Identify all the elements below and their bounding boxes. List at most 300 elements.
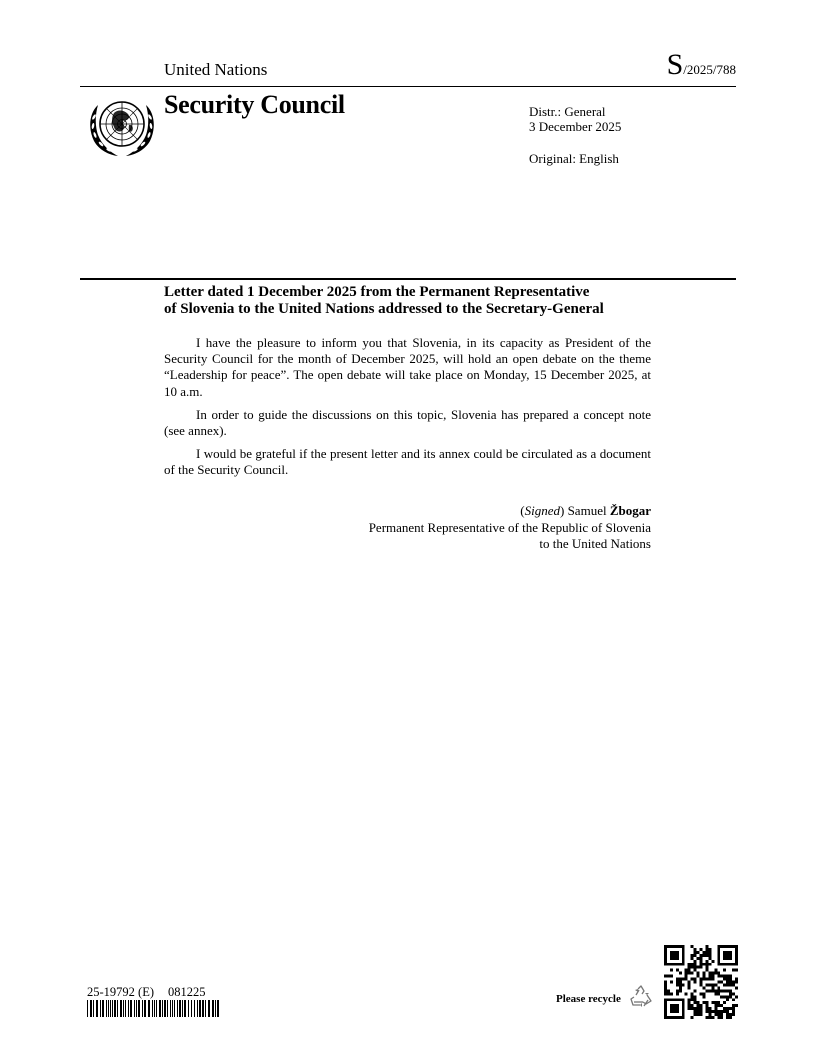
barcode-bar bbox=[199, 1000, 201, 1017]
qr-module bbox=[717, 1001, 720, 1004]
qr-module bbox=[691, 945, 694, 948]
qr-module bbox=[717, 1016, 720, 1019]
qr-module bbox=[708, 978, 711, 981]
un-emblem-icon bbox=[84, 93, 160, 159]
qr-module bbox=[676, 981, 679, 984]
qr-module bbox=[732, 998, 735, 1001]
qr-module bbox=[717, 1013, 720, 1016]
qr-module bbox=[691, 995, 694, 998]
qr-module bbox=[714, 972, 717, 975]
qr-module bbox=[691, 972, 694, 975]
qr-module bbox=[702, 992, 705, 995]
qr-module bbox=[694, 966, 697, 969]
qr-module bbox=[714, 1004, 717, 1007]
barcode-bar bbox=[120, 1000, 122, 1017]
qr-module bbox=[717, 986, 720, 989]
qr-module bbox=[729, 1007, 732, 1010]
qr-module bbox=[667, 975, 670, 978]
document-date: 3 December 2025 bbox=[529, 119, 622, 134]
qr-module bbox=[702, 995, 705, 998]
qr-module bbox=[702, 1001, 705, 1004]
qr-module bbox=[732, 1004, 735, 1007]
paragraph: I have the pleasure to inform you that Slovenia, in its capacity as President of the Security Council for the month of December 2025, will hold an open debate on the theme “Leadership for peace”. The open debate will take place on Monday, 15 December 2025, at 10 a.m. bbox=[164, 335, 651, 399]
signatory-first-name: Samuel bbox=[567, 503, 607, 518]
qr-module bbox=[694, 981, 697, 984]
qr-module bbox=[711, 975, 714, 978]
qr-module bbox=[717, 1010, 720, 1013]
barcode-bar bbox=[142, 1000, 143, 1017]
qr-module bbox=[697, 966, 700, 969]
qr-module bbox=[705, 989, 708, 992]
qr-module bbox=[697, 1007, 700, 1010]
barcode-bar bbox=[191, 1000, 192, 1017]
barcode-bar bbox=[156, 1000, 157, 1017]
qr-module bbox=[688, 1001, 691, 1004]
qr-module bbox=[691, 978, 694, 981]
qr-module bbox=[732, 981, 735, 984]
barcode-bar bbox=[100, 1000, 101, 1017]
qr-module bbox=[702, 972, 705, 975]
qr-module bbox=[720, 995, 723, 998]
paragraph: I would be grateful if the present letter and its annex could be circulated as a document of the Security Council. bbox=[164, 446, 651, 478]
qr-module bbox=[700, 1007, 703, 1010]
barcode-bar bbox=[177, 1000, 178, 1017]
qr-module bbox=[705, 954, 708, 957]
qr-module bbox=[664, 981, 667, 984]
qr-module bbox=[682, 983, 685, 986]
qr-module bbox=[685, 975, 688, 978]
qr-module bbox=[726, 995, 729, 998]
qr-module bbox=[732, 992, 735, 995]
barcode-bar bbox=[184, 1000, 186, 1017]
qr-module bbox=[664, 986, 667, 989]
signed-label: Signed bbox=[524, 503, 560, 518]
qr-module bbox=[729, 978, 732, 981]
barcode-bar bbox=[138, 1000, 140, 1017]
barcode-bar bbox=[87, 1000, 88, 1017]
qr-module bbox=[717, 981, 720, 984]
qr-module bbox=[735, 1004, 738, 1007]
symbol-number: /2025/788 bbox=[683, 62, 736, 77]
qr-module bbox=[726, 1016, 729, 1019]
qr-module bbox=[708, 957, 711, 960]
qr-module bbox=[726, 1010, 729, 1013]
qr-module bbox=[711, 1001, 714, 1004]
qr-module bbox=[705, 983, 708, 986]
document-symbol bbox=[667, 50, 736, 80]
qr-module bbox=[694, 989, 697, 992]
qr-module bbox=[670, 951, 679, 960]
qr-module bbox=[697, 1004, 700, 1007]
qr-module bbox=[688, 998, 691, 1001]
qr-module bbox=[700, 966, 703, 969]
qr-module bbox=[708, 951, 711, 954]
distribution-label: Distr.: General bbox=[529, 104, 606, 119]
original-language: Original: English bbox=[529, 151, 619, 166]
barcode-bar bbox=[93, 1000, 94, 1017]
qr-module bbox=[708, 1007, 711, 1010]
barcode-bar bbox=[205, 1000, 206, 1017]
qr-module bbox=[694, 969, 697, 972]
qr-code-icon bbox=[664, 945, 738, 1019]
qr-module bbox=[735, 986, 738, 989]
qr-module bbox=[691, 954, 694, 957]
qr-module bbox=[714, 989, 717, 992]
qr-module bbox=[711, 1016, 714, 1019]
qr-module bbox=[694, 978, 697, 981]
barcode-bar bbox=[144, 1000, 146, 1017]
barcode-bar bbox=[215, 1000, 216, 1017]
qr-module bbox=[705, 1004, 708, 1007]
qr-module bbox=[708, 972, 711, 975]
barcode-bar bbox=[194, 1000, 195, 1017]
qr-module bbox=[729, 1016, 732, 1019]
qr-module bbox=[708, 975, 711, 978]
qr-module bbox=[708, 1010, 711, 1013]
qr-module bbox=[691, 966, 694, 969]
qr-module bbox=[708, 1013, 711, 1016]
barcode-bar bbox=[172, 1000, 173, 1017]
barcode-bar bbox=[182, 1000, 183, 1017]
barcode-bar bbox=[125, 1000, 126, 1017]
qr-module bbox=[676, 983, 679, 986]
qr-module bbox=[697, 957, 700, 960]
qr-module bbox=[702, 963, 705, 966]
signatory-title-line-1: Permanent Representative of the Republic of Slovenia bbox=[368, 519, 651, 535]
qr-module bbox=[726, 1013, 729, 1016]
barcode-bar bbox=[130, 1000, 132, 1017]
qr-module bbox=[708, 954, 711, 957]
qr-module bbox=[667, 992, 670, 995]
qr-module bbox=[700, 978, 703, 981]
qr-module bbox=[667, 989, 670, 992]
qr-module bbox=[694, 1010, 697, 1013]
qr-module bbox=[711, 989, 714, 992]
qr-module bbox=[694, 948, 697, 951]
qr-module bbox=[688, 972, 691, 975]
barcode-bar bbox=[208, 1000, 210, 1017]
qr-module bbox=[729, 983, 732, 986]
barcode-bar bbox=[134, 1000, 135, 1017]
qr-module bbox=[723, 995, 726, 998]
qr-module bbox=[729, 975, 732, 978]
qr-module bbox=[705, 1007, 708, 1010]
barcode-bar bbox=[152, 1000, 153, 1017]
barcode-bar bbox=[179, 1000, 181, 1017]
council-title: Security Council bbox=[164, 90, 345, 119]
recycle-label: Please recycle bbox=[556, 993, 621, 1005]
qr-module bbox=[723, 975, 726, 978]
qr-module bbox=[726, 981, 729, 984]
qr-module bbox=[691, 1016, 694, 1019]
qr-module bbox=[670, 969, 673, 972]
qr-module bbox=[688, 986, 691, 989]
qr-module bbox=[700, 963, 703, 966]
letter-title-line-2: of Slovenia to the United Nations addressed to the Secretary-General bbox=[164, 301, 604, 317]
qr-module bbox=[705, 966, 708, 969]
qr-module bbox=[705, 948, 708, 951]
qr-module bbox=[670, 992, 673, 995]
barcode-bar bbox=[106, 1000, 107, 1017]
qr-module bbox=[717, 972, 720, 975]
qr-module bbox=[700, 957, 703, 960]
qr-module bbox=[700, 1013, 703, 1016]
qr-module bbox=[723, 989, 726, 992]
letter-title bbox=[164, 284, 654, 318]
qr-module bbox=[670, 1004, 679, 1013]
qr-module bbox=[708, 948, 711, 951]
qr-module bbox=[714, 1010, 717, 1013]
barcode-bar bbox=[174, 1000, 175, 1017]
qr-module bbox=[711, 1010, 714, 1013]
qr-module bbox=[732, 1013, 735, 1016]
qr-module bbox=[735, 969, 738, 972]
qr-module bbox=[714, 1013, 717, 1016]
barcode-bar bbox=[162, 1000, 163, 1017]
qr-module bbox=[726, 983, 729, 986]
qr-module bbox=[729, 995, 732, 998]
qr-module bbox=[679, 972, 682, 975]
qr-module bbox=[688, 963, 691, 966]
letter-body bbox=[164, 335, 651, 486]
qr-module bbox=[679, 986, 682, 989]
qr-module bbox=[682, 978, 685, 981]
qr-module bbox=[705, 945, 708, 948]
qr-module bbox=[685, 969, 688, 972]
qr-module bbox=[691, 998, 694, 1001]
qr-module bbox=[732, 983, 735, 986]
barcode-bar bbox=[136, 1000, 137, 1017]
qr-module bbox=[688, 983, 691, 986]
barcode-bar bbox=[114, 1000, 116, 1017]
signature-block bbox=[291, 503, 651, 553]
qr-module bbox=[732, 1007, 735, 1010]
qr-module bbox=[717, 992, 720, 995]
qr-module bbox=[702, 986, 705, 989]
qr-module bbox=[711, 972, 714, 975]
qr-module bbox=[691, 1004, 694, 1007]
signatory-surname: Žbogar bbox=[609, 503, 651, 518]
qr-module bbox=[664, 989, 667, 992]
qr-module bbox=[708, 983, 711, 986]
qr-module bbox=[726, 1007, 729, 1010]
letter-title-line-1: Letter dated 1 December 2025 from the Permanent Representative bbox=[164, 284, 590, 300]
qr-module bbox=[705, 960, 708, 963]
qr-module bbox=[720, 1004, 723, 1007]
barcode-bar bbox=[102, 1000, 104, 1017]
qr-module bbox=[723, 1001, 726, 1004]
qr-module bbox=[705, 963, 708, 966]
qr-module bbox=[697, 1010, 700, 1013]
qr-module bbox=[705, 978, 708, 981]
barcode-bar bbox=[202, 1000, 204, 1017]
qr-module bbox=[700, 1010, 703, 1013]
qr-module bbox=[688, 1007, 691, 1010]
qr-module bbox=[670, 975, 673, 978]
qr-module bbox=[705, 1010, 708, 1013]
barcode-bar bbox=[96, 1000, 98, 1017]
job-date-code: 081225 bbox=[168, 985, 206, 999]
qr-module bbox=[694, 963, 697, 966]
qr-module bbox=[702, 951, 705, 954]
qr-module bbox=[688, 969, 691, 972]
qr-module bbox=[700, 981, 703, 984]
qr-module bbox=[726, 989, 729, 992]
qr-module bbox=[685, 992, 688, 995]
qr-module bbox=[694, 995, 697, 998]
qr-module bbox=[717, 975, 720, 978]
qr-module bbox=[723, 1007, 726, 1010]
barcode-bar bbox=[108, 1000, 109, 1017]
qr-module bbox=[717, 1004, 720, 1007]
qr-module bbox=[705, 951, 708, 954]
qr-module bbox=[700, 1004, 703, 1007]
qr-module bbox=[679, 981, 682, 984]
qr-module bbox=[694, 951, 697, 954]
qr-module bbox=[697, 972, 700, 975]
qr-module bbox=[729, 992, 732, 995]
barcode-bar bbox=[154, 1000, 155, 1017]
qr-module bbox=[691, 957, 694, 960]
qr-module bbox=[688, 1004, 691, 1007]
qr-module bbox=[702, 954, 705, 957]
qr-module bbox=[685, 972, 688, 975]
barcode-bar bbox=[117, 1000, 118, 1017]
qr-module bbox=[705, 969, 708, 972]
qr-module bbox=[679, 978, 682, 981]
qr-module bbox=[720, 1010, 723, 1013]
qr-module bbox=[697, 1013, 700, 1016]
header-divider bbox=[80, 86, 736, 87]
barcode-bar bbox=[164, 1000, 166, 1017]
qr-module bbox=[714, 992, 717, 995]
barcode-bar bbox=[110, 1000, 111, 1017]
qr-module bbox=[729, 981, 732, 984]
qr-module bbox=[729, 1013, 732, 1016]
qr-module bbox=[697, 975, 700, 978]
qr-module bbox=[702, 975, 705, 978]
barcode-bar bbox=[170, 1000, 171, 1017]
qr-module bbox=[694, 998, 697, 1001]
qr-module bbox=[685, 978, 688, 981]
qr-module bbox=[726, 975, 729, 978]
barcode-bar bbox=[167, 1000, 168, 1017]
paragraph: In order to guide the discussions on this topic, Slovenia has prepared a concept note (see annex). bbox=[164, 406, 651, 439]
barcode-icon bbox=[87, 1000, 223, 1017]
qr-module bbox=[735, 981, 738, 984]
qr-module bbox=[691, 1007, 694, 1010]
qr-module bbox=[697, 1001, 700, 1004]
qr-module bbox=[700, 954, 703, 957]
qr-module bbox=[708, 989, 711, 992]
qr-module bbox=[714, 1007, 717, 1010]
qr-module bbox=[688, 966, 691, 969]
qr-module bbox=[676, 969, 679, 972]
qr-module bbox=[700, 992, 703, 995]
job-number: 25-19792 (E) bbox=[87, 985, 154, 999]
qr-module bbox=[694, 1013, 697, 1016]
qr-module bbox=[676, 992, 679, 995]
barcode-bar bbox=[112, 1000, 113, 1017]
qr-module bbox=[723, 983, 726, 986]
qr-module bbox=[714, 969, 717, 972]
barcode-bar bbox=[217, 1000, 219, 1017]
barcode-bar bbox=[90, 1000, 92, 1017]
qr-module bbox=[729, 989, 732, 992]
qr-module bbox=[720, 989, 723, 992]
qr-module bbox=[714, 983, 717, 986]
qr-module bbox=[720, 1013, 723, 1016]
qr-module bbox=[711, 986, 714, 989]
qr-module bbox=[705, 1001, 708, 1004]
document-number bbox=[87, 985, 206, 1000]
qr-module bbox=[664, 992, 667, 995]
qr-module bbox=[711, 960, 714, 963]
qr-module bbox=[726, 978, 729, 981]
qr-module bbox=[676, 989, 679, 992]
qr-module bbox=[732, 969, 735, 972]
qr-module bbox=[700, 960, 703, 963]
qr-module bbox=[726, 998, 729, 1001]
qr-module bbox=[708, 963, 711, 966]
qr-module bbox=[717, 989, 720, 992]
qr-module bbox=[711, 983, 714, 986]
symbol-prefix: S bbox=[666, 48, 684, 81]
barcode-bar bbox=[159, 1000, 161, 1017]
qr-module bbox=[664, 975, 667, 978]
qr-module bbox=[697, 951, 700, 954]
qr-module bbox=[720, 1016, 723, 1019]
barcode-bar bbox=[123, 1000, 124, 1017]
organization-name: United Nations bbox=[164, 60, 268, 79]
barcode-bar bbox=[188, 1000, 189, 1017]
qr-module bbox=[708, 1016, 711, 1019]
qr-module bbox=[720, 975, 723, 978]
qr-module bbox=[694, 1001, 697, 1004]
qr-module bbox=[732, 1010, 735, 1013]
qr-module bbox=[691, 992, 694, 995]
qr-module bbox=[679, 983, 682, 986]
qr-module bbox=[723, 978, 726, 981]
qr-module bbox=[691, 963, 694, 966]
qr-module bbox=[735, 995, 738, 998]
qr-module bbox=[723, 1010, 726, 1013]
signature-line: (Signed) Samuel Žbogar bbox=[520, 503, 651, 518]
qr-module bbox=[679, 989, 682, 992]
qr-module bbox=[723, 969, 726, 972]
barcode-bar bbox=[212, 1000, 214, 1017]
qr-module bbox=[705, 1016, 708, 1019]
barcode-bar bbox=[197, 1000, 198, 1017]
qr-module bbox=[694, 960, 697, 963]
title-divider bbox=[80, 278, 736, 280]
qr-module bbox=[688, 981, 691, 984]
barcode-bar bbox=[128, 1000, 129, 1017]
recycle-icon bbox=[628, 984, 654, 1010]
qr-module bbox=[735, 978, 738, 981]
qr-module bbox=[700, 948, 703, 951]
barcode-bar bbox=[148, 1000, 150, 1017]
qr-module bbox=[694, 954, 697, 957]
qr-module bbox=[714, 1001, 717, 1004]
qr-module bbox=[723, 951, 732, 960]
qr-module bbox=[670, 981, 673, 984]
qr-module bbox=[711, 978, 714, 981]
signatory-title-line-2: to the United Nations bbox=[539, 536, 651, 551]
qr-module bbox=[702, 978, 705, 981]
qr-module bbox=[700, 983, 703, 986]
qr-module bbox=[720, 981, 723, 984]
